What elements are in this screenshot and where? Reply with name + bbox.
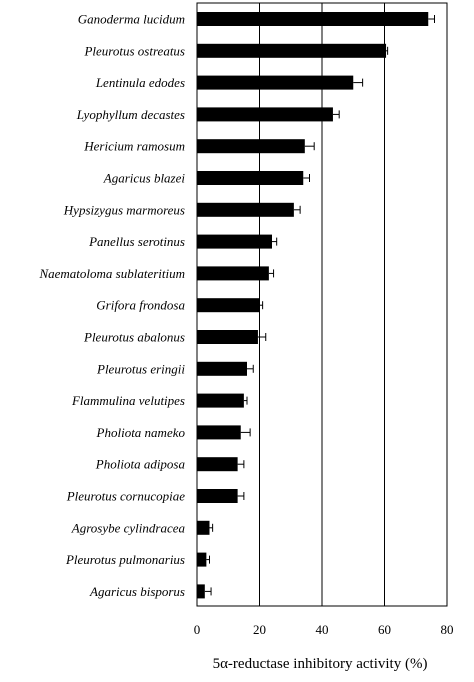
error-bar — [294, 206, 300, 214]
bar — [197, 425, 241, 439]
grid-layer — [260, 3, 385, 606]
bar — [197, 489, 238, 503]
error-bar — [247, 365, 253, 373]
bar — [197, 584, 205, 598]
category-label: Hypsizygus marmoreus — [63, 202, 185, 218]
x-tick-label: 0 — [193, 622, 201, 637]
category-label: Lyophyllum decastes — [76, 106, 185, 122]
error-bar — [428, 15, 434, 23]
bar — [197, 171, 303, 185]
bar — [197, 235, 272, 249]
category-label: Pleurotus ostreatus — [84, 43, 185, 59]
bar — [197, 521, 210, 535]
bar — [197, 76, 353, 90]
error-bar — [238, 492, 244, 500]
error-bar — [238, 460, 244, 468]
bar — [197, 203, 294, 217]
category-label: Lentinula edodes — [95, 75, 185, 91]
category-label: Flammulina velutipes — [71, 393, 185, 409]
bar — [197, 266, 269, 280]
error-bar — [206, 556, 209, 564]
bar — [197, 553, 206, 567]
category-label: Pleurotus eringii — [97, 361, 185, 377]
x-tick-label: 80 — [440, 622, 454, 637]
error-bar — [386, 47, 388, 55]
category-label: Ganoderma lucidum — [77, 11, 185, 27]
error-bar — [353, 79, 362, 87]
category-label: Agaricus bisporus — [90, 583, 185, 599]
category-label: Panellus serotinus — [89, 234, 185, 250]
category-label: Pleurotus pulmonarius — [65, 552, 185, 568]
category-label: Agrosybe cylindracea — [71, 520, 185, 536]
category-label: Pholiota adiposa — [95, 456, 185, 472]
bar — [197, 394, 244, 408]
category-label: Naematoloma sublateritium — [39, 265, 185, 281]
category-label: Pholiota nameko — [96, 424, 185, 440]
category-label: Agaricus blazei — [103, 170, 185, 186]
category-label: Pleurotus cornucopiae — [66, 488, 185, 504]
error-bar — [210, 524, 213, 532]
category-labels-layer — [38, 12, 185, 599]
category-label: Pleurotus abalonus — [84, 329, 185, 345]
bar — [197, 139, 305, 153]
bar — [197, 362, 247, 376]
bar — [197, 12, 428, 26]
x-tick-label: 20 — [253, 622, 266, 637]
x-axis-title: 5α-reductase inhibitory activity (%) — [212, 656, 428, 672]
bar — [197, 330, 258, 344]
category-label: Grifora frondosa — [96, 297, 185, 313]
error-bar — [303, 174, 309, 182]
x-tick-label: 60 — [378, 622, 391, 637]
category-label: Hericium ramosum — [84, 138, 185, 154]
error-bar — [272, 238, 277, 246]
bar — [197, 44, 386, 58]
bars-layer — [197, 12, 428, 598]
bar — [197, 298, 260, 312]
error-bar — [269, 269, 274, 277]
tick-labels-layer — [194, 622, 454, 637]
bar — [197, 107, 333, 121]
error-bar — [305, 142, 314, 150]
error-bar — [244, 397, 247, 405]
error-bar — [333, 110, 339, 118]
x-tick-label: 40 — [315, 622, 329, 637]
error-bar — [205, 587, 211, 595]
bar — [197, 457, 238, 471]
error-bar — [241, 428, 250, 436]
